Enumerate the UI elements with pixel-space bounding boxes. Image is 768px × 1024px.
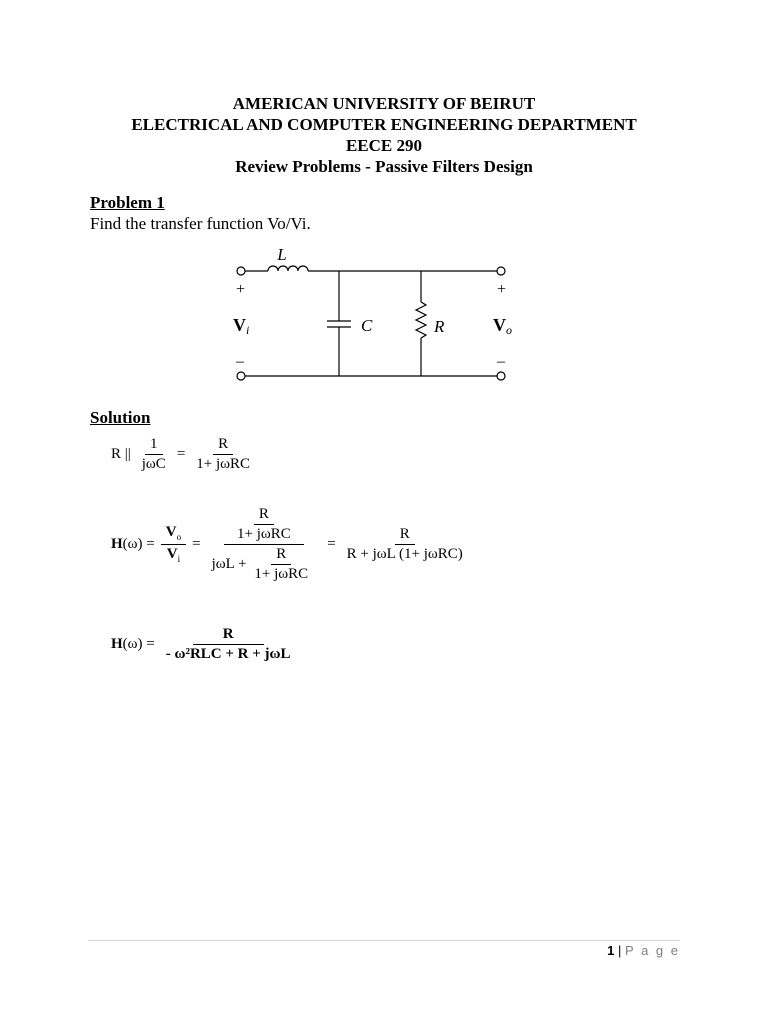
header-department: ELECTRICAL AND COMPUTER ENGINEERING DEPARTMENT [131, 115, 637, 134]
equation-final-transfer [108, 627, 299, 662]
problem-statement: Find the transfer function Vo/Vi. [90, 214, 311, 233]
input-terminal-bottom [237, 372, 245, 380]
page-word: P a g e [625, 943, 680, 958]
resistor [416, 302, 426, 338]
eq1-equals: = [176, 446, 186, 462]
eq3-numerator: R [193, 627, 264, 645]
eq2-compound-numerator [224, 507, 304, 545]
eq1-f2-denominator: 1+ jωRC [196, 456, 251, 472]
eq2-equals-1: = [192, 536, 201, 552]
eq2-vo-over-vi [161, 525, 186, 564]
eq2-den-denominator: 1+ jωRC [254, 566, 309, 582]
eq2-den-fraction [249, 547, 313, 582]
eq3-lhs: H(ω) = [111, 636, 155, 652]
header-course: EECE 290 [345, 136, 423, 155]
eq2-equals-2: = [327, 536, 336, 552]
page-number: 1 [607, 943, 615, 958]
eq1-f2-numerator: R [213, 437, 233, 455]
equation-transfer-function [108, 507, 471, 582]
eq1-f1-denominator: jωC [141, 456, 166, 472]
problem-title: Problem 1 [90, 193, 165, 212]
eq2-vi: $V_i$ [166, 546, 181, 564]
equation-parallel-impedance [108, 437, 258, 472]
output-voltage-label: Vo [493, 315, 512, 337]
eq2-compound-denominator [207, 545, 322, 582]
eq2-den-numerator: R [271, 547, 291, 565]
eq2-inner-numerator: R [254, 507, 274, 525]
footer-rule [88, 940, 680, 941]
eq2-vo: $V_o$ [161, 525, 186, 545]
output-terminal-bottom [497, 372, 505, 380]
page-separator: | [618, 943, 622, 958]
lc-filter-circuit [225, 238, 525, 388]
capacitor-label: C [361, 316, 373, 335]
solution-title: Solution [90, 408, 151, 427]
input-terminal-top [237, 267, 245, 275]
input-plus-sign: + [236, 281, 246, 298]
eq2-inner-denominator: 1+ jωRC [236, 526, 291, 542]
output-minus-sign: – [497, 353, 505, 370]
eq2-result-fraction [342, 527, 468, 562]
eq2-den-lhs: jωL + [211, 556, 247, 572]
input-voltage-label: Vi [233, 315, 250, 337]
page-footer [607, 943, 680, 958]
output-plus-sign: + [497, 281, 507, 298]
eq3-fraction [161, 627, 296, 662]
output-terminal-top [497, 267, 505, 275]
eq1-f1-numerator: 1 [145, 437, 163, 455]
eq1-fraction-2 [191, 437, 255, 472]
header-subject: Review Problems - Passive Filters Design [235, 157, 533, 176]
eq1-lhs: R || [111, 446, 131, 462]
inductor [268, 266, 308, 271]
resistor-label: R [434, 317, 445, 336]
inductor-label: L [277, 245, 287, 264]
eq1-fraction-1 [137, 437, 171, 472]
eq2-compound-fraction [207, 507, 322, 582]
input-minus-sign: – [236, 353, 244, 370]
eq2-result-numerator: R [395, 527, 415, 545]
eq2-inner-fraction [232, 507, 296, 542]
eq2-lhs: H(ω) = [111, 536, 155, 552]
eq3-denominator: - ω²RLC + R + jωL [165, 646, 291, 662]
eq2-result-denominator: R + jωL (1+ jωRC) [346, 546, 463, 562]
header-university: AMERICAN UNIVERSITY OF BEIRUT [232, 94, 536, 113]
